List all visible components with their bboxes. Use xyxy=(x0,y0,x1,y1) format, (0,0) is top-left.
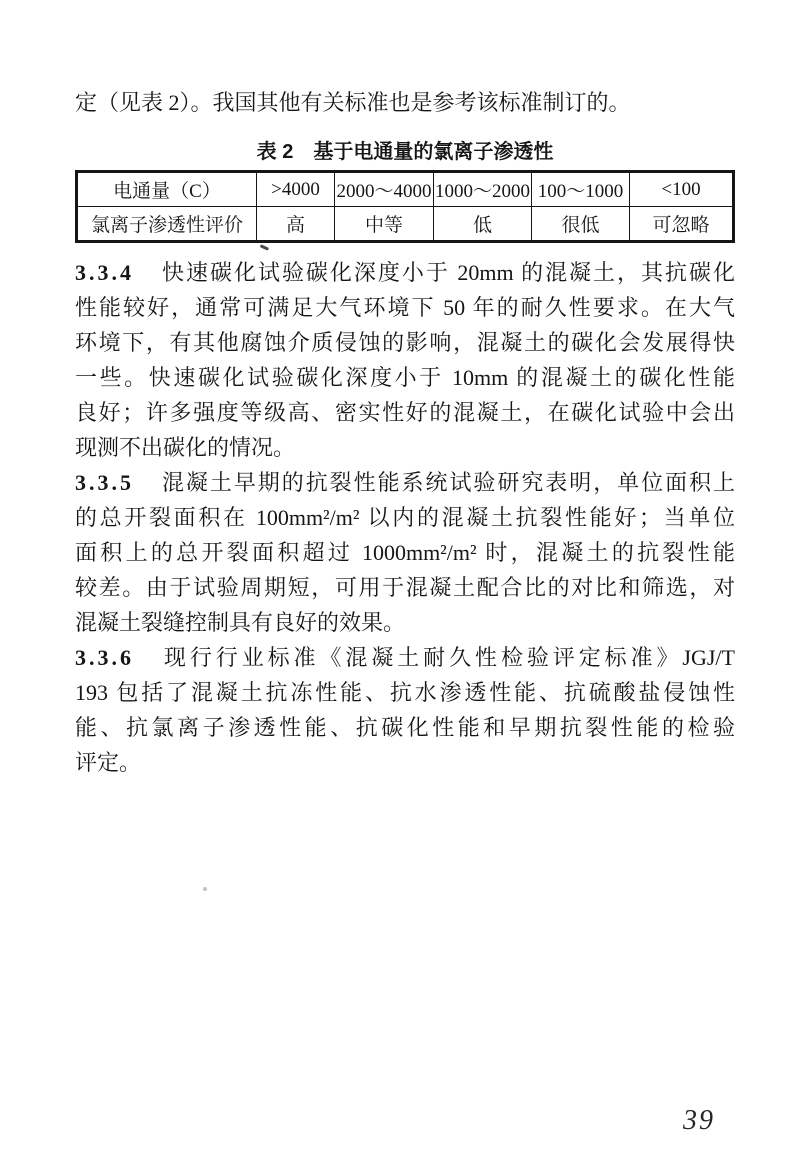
text-line: 性能较好，通常可满足大气环境下 50 年的耐久性要求。在大气 xyxy=(75,295,735,320)
text-line: 面积上的总开裂面积超过 1000mm²/m² 时，混凝土的抗裂性能 xyxy=(75,540,735,565)
body-text xyxy=(75,255,735,780)
text-line xyxy=(75,255,735,290)
text-line: 一些。快速碳化试验碳化深度小于 10mm 的混凝土的碳化性能 xyxy=(75,365,735,390)
text-line: 193 包括了混凝土抗冻性能、抗水渗透性能、抗硫酸盐侵蚀性 xyxy=(75,680,735,705)
table-cell: 100～1000 xyxy=(532,172,630,207)
table-cell: >4000 xyxy=(257,172,335,207)
section-text: 混凝土早期的抗裂性能系统试验研究表明，单位面积上 xyxy=(160,470,735,495)
section-number: 3.3.6 xyxy=(75,645,134,670)
table-cell: 可忽略 xyxy=(630,207,734,242)
text-line xyxy=(75,640,735,675)
table-2-chloride-permeability xyxy=(75,170,735,243)
intro-paragraph-line: 定（见表 2）。我国其他有关标准也是参考该标准制订的。 xyxy=(75,90,631,115)
text-line: 环境下，有其他腐蚀介质侵蚀的影响，混凝土的碳化会发展得快 xyxy=(75,330,735,355)
table-title: 表 2 基于电通量的氯离子渗透性 xyxy=(256,141,554,163)
table-header-cell: 氯离子渗透性评价 xyxy=(77,207,257,242)
text-line: 较差。由于试验周期短，可用于混凝土配合比的对比和筛选，对 xyxy=(75,575,735,600)
table-cell: 高 xyxy=(257,207,335,242)
table-cell: <100 xyxy=(630,172,734,207)
section-number: 3.3.5 xyxy=(75,470,134,495)
table-row xyxy=(77,207,734,242)
page-number: 39 xyxy=(683,1105,715,1136)
text-line: 混凝土裂缝控制具有良好的效果。 xyxy=(75,610,406,635)
text-line: 的总开裂面积在 100mm²/m² 以内的混凝土抗裂性能好；当单位 xyxy=(75,505,735,530)
table-header-cell: 电通量（C） xyxy=(77,172,257,207)
text-line: 评定。 xyxy=(75,750,142,775)
section-number: 3.3.4 xyxy=(75,260,134,285)
scan-artifact-tick xyxy=(260,244,269,250)
table-cell: 中等 xyxy=(335,207,434,242)
text-line: 能、抗氯离子渗透性能、抗碳化性能和早期抗裂性能的检验 xyxy=(75,715,735,740)
scan-artifact-dot xyxy=(203,887,207,891)
section-text: 快速碳化试验碳化深度小于 20mm 的混凝土，其抗碳化 xyxy=(160,260,735,285)
text-line xyxy=(75,465,735,500)
table-cell: 低 xyxy=(434,207,532,242)
table-cell: 1000～2000 xyxy=(434,172,532,207)
text-line: 现测不出碳化的情况。 xyxy=(75,435,296,460)
section-text: 现行行业标准《混凝土耐久性检验评定标准》JGJ/T xyxy=(160,645,735,670)
table-cell: 很低 xyxy=(532,207,630,242)
table-row xyxy=(77,172,734,207)
table-cell: 2000～4000 xyxy=(335,172,434,207)
text-line: 良好；许多强度等级高、密实性好的混凝土，在碳化试验中会出 xyxy=(75,400,735,425)
